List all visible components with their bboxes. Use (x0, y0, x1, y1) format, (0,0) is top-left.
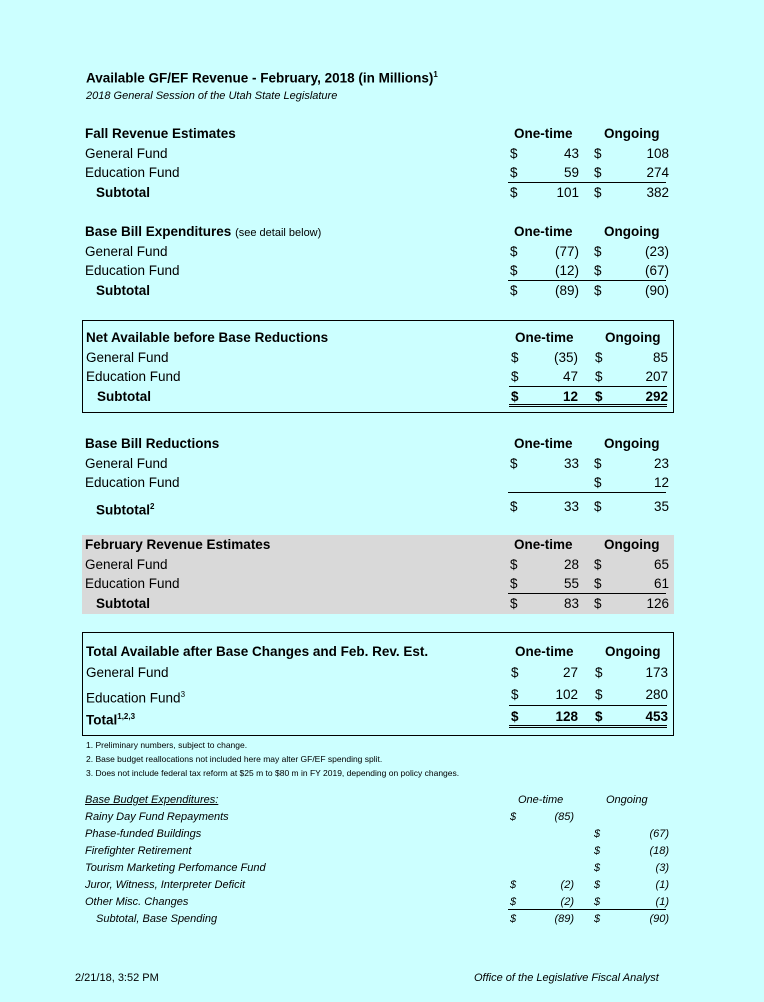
section-heading: Net Available before Base Reductions (86, 330, 329, 345)
base-budget-detail (82, 792, 674, 928)
list-item: Phase-funded Buildings $ (67) (85, 828, 669, 840)
list-item: Juror, Witness, Interpreter Deficit $ (2) $ (1) (85, 879, 669, 891)
table-row: General Fund $ (35) $ 85 (86, 349, 668, 365)
onetime-header: One-time (514, 537, 573, 552)
table-row: Education Fund $ 59 $ 274 (82, 163, 674, 183)
page-title: Available GF/EF Revenue - February, 2018 (in Millions)$^1$ (86, 70, 438, 86)
net-available-section (82, 320, 674, 413)
table-row: General Fund $ (77) $ (23) (85, 243, 669, 259)
subtotal-row: Subtotal $ 101 $ 382 (96, 185, 669, 201)
table-row: General Fund $ 28 $ 65 (85, 556, 669, 572)
office-name: Office of the Legislative Fiscal Analyst (474, 972, 659, 984)
ongoing-header: Ongoing (604, 126, 660, 141)
list-item: Other Misc. Changes $ (2) $ (1) (85, 896, 669, 908)
ongoing-header: Ongoing (604, 224, 660, 239)
table-row: General Fund $ 33 $ 23 (85, 455, 669, 471)
footnotes (86, 738, 459, 780)
table-row: General Fund $ 27 $ 173 (86, 664, 668, 680)
footnote: 2. Base budget reallocations not included here may alter GF/EF spending split. (86, 754, 383, 764)
total-available-section (82, 632, 674, 736)
onetime-header: One-time (518, 794, 564, 806)
subtotal-row: Subtotal$^2$ $ 33 $ 35 (96, 499, 669, 518)
base-bill-reductions-section (82, 434, 674, 517)
footnote: 3. Does not include federal tax reform at $25 m to $80 m in FY 2019, depending on policy changes. (86, 768, 460, 778)
onetime-header: One-time (515, 330, 574, 345)
section-heading: Fall Revenue Estimates (85, 126, 236, 141)
list-item: Firefighter Retirement $ (18) (85, 845, 669, 857)
subtotal-row: Subtotal, Base Spending $ (89) $ (90) (96, 913, 669, 925)
onetime-header: One-time (514, 436, 573, 451)
list-item: Rainy Day Fund Repayments $ (85) (85, 811, 574, 823)
table-row: Education Fund $ 12 (82, 473, 674, 493)
section-heading: Total Available after Base Changes and Feb. Rev. Est. (86, 644, 429, 659)
table-row: Education Fund$^3$ $ 102 $ 280 (86, 686, 668, 706)
table-row: Education Fund $ 55 $ 61 (82, 574, 674, 594)
onetime-header: One-time (515, 644, 574, 659)
print-timestamp: 2/21/18, 3:52 PM (75, 972, 159, 984)
ongoing-header: Ongoing (606, 794, 648, 806)
subtotal-row: Subtotal $ (89) $ (90) (96, 283, 669, 299)
ongoing-header: Ongoing (604, 537, 660, 552)
section-heading: Base Bill Reductions (85, 436, 220, 451)
ongoing-header: Ongoing (605, 330, 661, 345)
subtotal-row: Subtotal $ 12 $ 292 (83, 387, 673, 407)
february-revenue-section (82, 535, 674, 614)
onetime-header: One-time (514, 224, 573, 239)
section-heading: Base Bill Expenditures (see detail below) (85, 224, 322, 239)
onetime-header: One-time (514, 126, 573, 141)
section-heading: February Revenue Estimates (85, 537, 271, 552)
total-row: Total$^{1,2,3}$ $ 128 $ 453 (86, 708, 668, 728)
subtotal-row: Subtotal $ 83 $ 126 (96, 596, 669, 612)
ongoing-header: Ongoing (604, 436, 660, 451)
page-subtitle: 2018 General Session of the Utah State Legislature (86, 90, 338, 102)
table-row: General Fund $ 43 $ 108 (85, 145, 669, 161)
base-bill-expenditures-section (82, 222, 674, 301)
table-row: Education Fund $ 47 $ 207 (83, 367, 673, 387)
fall-revenue-section (82, 124, 674, 203)
footnote: 1. Preliminary numbers, subject to change. (86, 740, 248, 750)
base-budget-heading: Base Budget Expenditures: (85, 794, 219, 806)
list-item: Tourism Marketing Perfomance Fund $ (3) (85, 862, 669, 874)
ongoing-header: Ongoing (605, 644, 661, 659)
table-row: Education Fund $ (12) $ (67) (82, 261, 674, 281)
